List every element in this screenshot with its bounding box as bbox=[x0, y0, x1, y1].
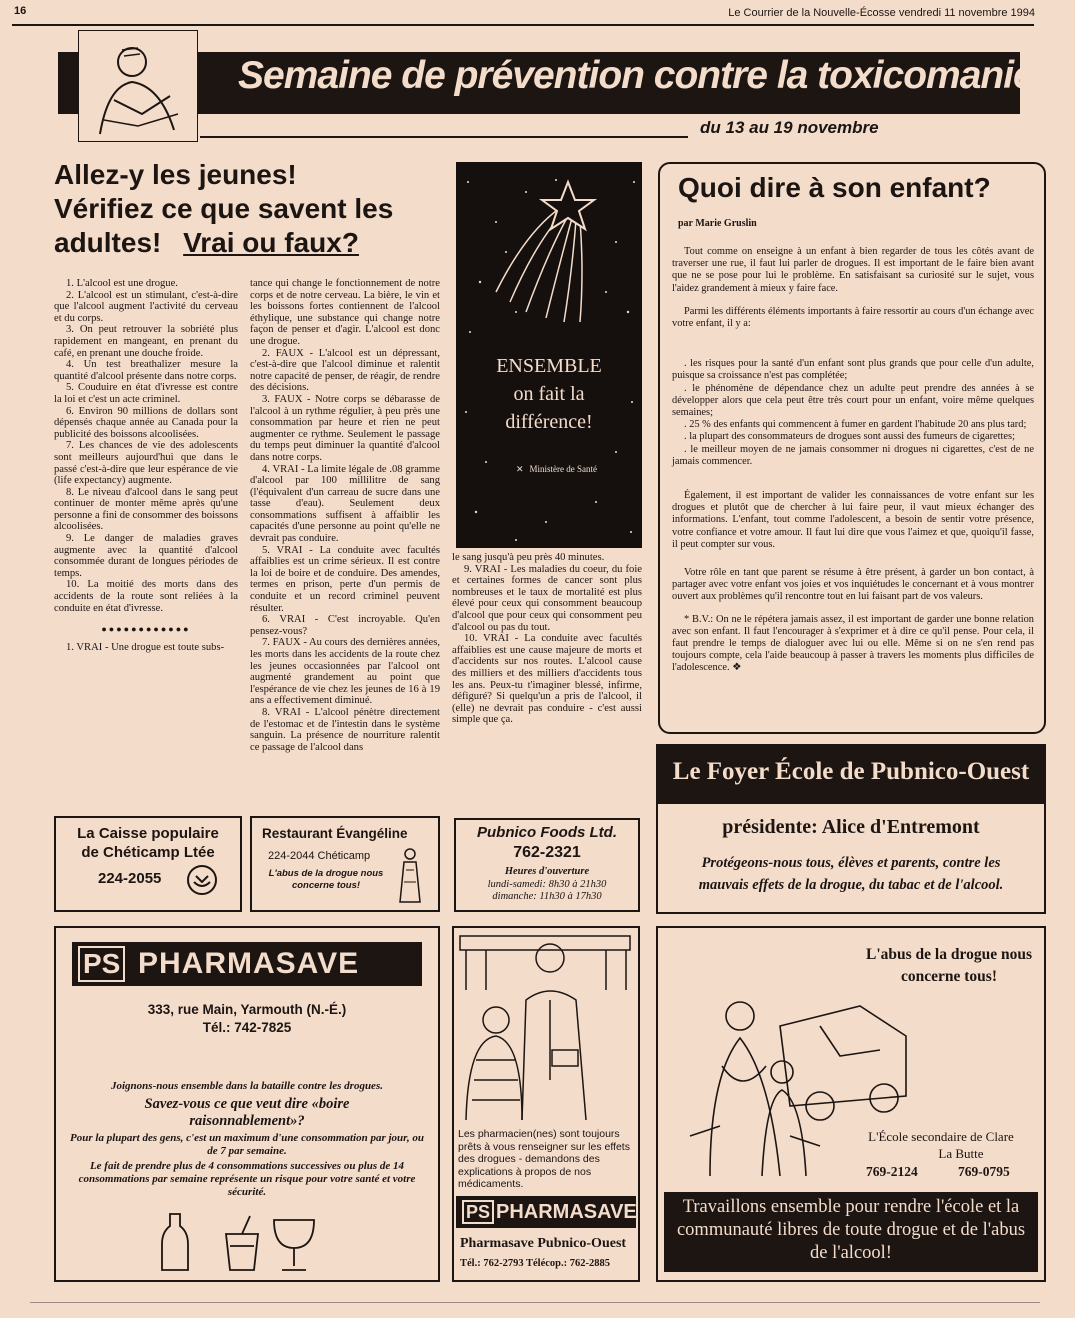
quiz-question: 3. On peut retrouver la sobriété plus rapidement en mangeant, en prenant du café, en prenant une douche froide. bbox=[54, 324, 238, 359]
pubnico-foods-hours-2: dimanche: 11h30 à 17h30 bbox=[492, 891, 602, 902]
quiz-question: 7. Les chances de vie des adolescents sont meilleurs aujourd'hui que dans le passé c'est-à-dire que leur espérance de vie (life expectancy) augmente. bbox=[54, 440, 238, 487]
banner-underline bbox=[200, 136, 688, 138]
poster-ministry bbox=[516, 464, 597, 475]
pharmasave-line2: Savez-vous ce que veut dire «boire raisonnablement»? bbox=[144, 1096, 350, 1129]
article-bullet: . le phénomène de dépendance chez un adulte peut prendre des années à se développer alors que cela peut être très court pour un enfant, voire même quelques semaines; bbox=[672, 382, 1034, 419]
ministry-logo-icon: ✕ bbox=[516, 464, 524, 474]
footer-rule bbox=[30, 1302, 1040, 1303]
pharmasave-line4: Le fait de prendre plus de 4 consommations successives ou plus de 14 consommations par semaine représente un risque pour votre santé et votre sécurité. bbox=[78, 1160, 416, 1198]
quiz-answer: 1. VRAI - Une drogue est toute subs- bbox=[66, 641, 225, 653]
pharmasave-line1: Joignons-nous ensemble dans la bataille contre les drogues. bbox=[111, 1080, 383, 1092]
quiz-column-2 bbox=[250, 278, 440, 753]
clare-phone-2: 769-0795 bbox=[958, 1164, 1010, 1179]
pharmasave-pubnico-text: Les pharmacien(nes) sont toujours prêts à vous renseigner sur les effets des drogues - demandons des explications à propos de nos médicaments. bbox=[458, 1128, 630, 1190]
pharmasave-pubnico-logo: PHARMASAVE bbox=[496, 1201, 637, 1223]
pubnico-foods-hours-1: lundi-samedi: 8h30 à 21h30 bbox=[487, 879, 607, 890]
article-bullet: . la plupart des consommateurs de drogues sont aussi des fumeurs de cigarettes; bbox=[684, 431, 1015, 443]
clare-bottom-text: Travaillons ensemble pour rendre l'école et la communauté libres de toute drogue et de l'abus de l'alcool! bbox=[676, 1197, 1026, 1263]
quiz-column-3 bbox=[452, 552, 642, 726]
header-rule bbox=[12, 24, 1034, 26]
article-bullet: . le meilleur moyen de ne jamais consommer ni drogues ni cigarettes, c'est de ne jamais commencer. bbox=[672, 443, 1034, 467]
article-paragraph: Parmi les différents éléments importants à faire ressortir au cours d'un échange avec votre enfant, il y a: bbox=[672, 305, 1034, 330]
quiz-answer: 9. VRAI - Les maladies du coeur, du foie et certaines formes de cancer sont plus nombreuses et le taux de mortalité est plus élevé pour ceux qui consomment beaucoup d'alcool que pour ceux qui consomment peu d'alcool ou pas du tout. bbox=[452, 563, 642, 633]
pharmasave-logo-text: PHARMASAVE bbox=[138, 947, 360, 980]
restaurant-slogan: L'abus de la drogue nous concerne tous! bbox=[268, 868, 384, 891]
quiz-headline-line3a: adultes! bbox=[54, 227, 162, 258]
article-byline: par Marie Gruslin bbox=[678, 218, 757, 229]
page-number: 16 bbox=[14, 5, 27, 17]
ensemble-poster bbox=[456, 162, 642, 548]
quiz-answer: 4. VRAI - La limite légale de .08 gramme d'alcool par 100 millilitre de sang (l'équivalent d'un carreau de sucre dans une tasse d'eau). Seulement deux consommations suffisent à affaiblir les capacités d'une personne au point qu'elle ne devrait pas conduire. bbox=[250, 463, 440, 545]
article-body bbox=[672, 246, 1034, 675]
caisse-phone: 224-2055 bbox=[98, 870, 162, 887]
masthead: Le Courrier de la Nouvelle-Écosse vendredi 11 novembre 1994 bbox=[728, 7, 1035, 19]
quiz-answer: 10. VRAI - La conduite avec facultés affaiblies est une cause majeure de morts et d'accidents sur nos routes. L'alcool cause des milliers et des milliers d'accidents tous les ans. Peux-tu t'imaginer blessé, infirme, défiguré? Si quelqu'un a pris de l'alcool, il (elle) ne devrait pas conduire - c'est aussi simple que ça. bbox=[452, 633, 642, 726]
quiz-answer: 2. FAUX - L'alcool est un dépressant, c'est-à-dire que l'alcool diminue et ralentit notre capacité de penser, de réagir, de rendre des décisions. bbox=[250, 347, 440, 394]
evangeline-figure-icon bbox=[396, 846, 424, 904]
pharmasave-pubnico-name: Pharmasave Pubnico-Ouest bbox=[460, 1236, 627, 1251]
pharmacist-illustration bbox=[456, 930, 636, 1126]
quiz-question: 6. Environ 90 millions de dollars sont dépensés chaque année au Canada pour la publicité des boissons alcoolisées. bbox=[54, 405, 238, 440]
article-paragraph: Votre rôle en tant que parent se résume à être présent, à garder un bon contact, à partager avec votre enfant vos joies et vos inquiétudes le concernant et à vous montrer ouvert aux problèmes qu'il rencontre tout en lui faisant part de vos valeurs. bbox=[672, 567, 1034, 603]
quiz-question: 4. Un test breathalizer mesure la quantité d'alcool présente dans notre corps. bbox=[54, 359, 238, 382]
quiz-answer: 8. VRAI - L'alcool pénètre directement de l'estomac et de l'intestin dans le système sanguin. La présence de nourriture ralentit ce passage de l'alcool dans bbox=[250, 706, 440, 753]
poster-line3: différence! bbox=[505, 411, 593, 433]
pharmasave-line3: Pour la plupart des gens, c'est un maximum d'une consommation par jour, ou de 7 par semaine. bbox=[70, 1132, 424, 1157]
quiz-question: 10. La moitié des morts dans des accidents de la route sont reliées à la conduite en état d'ivresse. bbox=[54, 579, 238, 614]
foyer-slogan: Protégeons-nous tous, élèves et parents, contre les mauvais effets de la drogue, du tabac et de l'alcool. bbox=[698, 855, 1004, 893]
quiz-headline bbox=[54, 158, 454, 260]
article-paragraph: Également, il est important de valider les connaissances de votre enfant sur les drogues et plutôt que de chercher à lui faire peur, il vaut mieux échanger des informations. L'enfant, tout comme l'adolescent, a besoin de sentir votre présence, votre confiance et votre amour. Il faut lui dire que vous l'aimez et que, quoiqu'il fasse, il peut compter sur vous. bbox=[672, 490, 1034, 550]
poster-line2: on fait la bbox=[513, 383, 585, 405]
ministry-label: Ministère de Santé bbox=[529, 464, 598, 474]
pubnico-foods-hours-title: Heures d'ouverture bbox=[504, 866, 590, 877]
quiz-column-1 bbox=[54, 278, 238, 653]
quiz-headline-line2: Vérifiez ce que savent les bbox=[54, 193, 394, 224]
clare-school: L'École secondaire de Clare bbox=[868, 1129, 1014, 1144]
article-bullet: . les risques pour la santé d'un enfant sont plus grands que pour celle d'un adulte, puisque sa croissance n'est pas complétée; bbox=[672, 358, 1034, 382]
pharmasave-phone: Tél.: 742-7825 bbox=[202, 1020, 292, 1035]
pharmasave-pubnico-phones: Tél.: 762-2793 Télécop.: 762-2885 bbox=[460, 1258, 610, 1269]
quiz-answer: 3. FAUX - Notre corps se débarasse de l'alcool à un rythme régulier, à peu près une consommation par heure et rien ne peut augmenter ce rythme. Seulement le passage du temps peut diminuer la quantité d'alcool dans notre corps. bbox=[250, 393, 440, 463]
article-bullet: . 25 % des enfants qui commencent à fumer en gardent l'habitude 20 ans plus tard; bbox=[684, 419, 1027, 431]
quiz-headline-line3b: Vrai ou faux? bbox=[183, 227, 359, 258]
restaurant-name: Restaurant Évangéline bbox=[262, 826, 408, 841]
clare-place: La Butte bbox=[938, 1146, 984, 1161]
restaurant-phone: 224-2044 Chéticamp bbox=[268, 850, 371, 862]
pharmasave-address: 333, rue Main, Yarmouth (N.-É.) bbox=[147, 1002, 347, 1017]
clare-slogan: L'abus de la drogue nous concerne tous! bbox=[866, 946, 1032, 985]
quiz-answer: tance qui change le fonctionnement de notre corps et de notre cerveau. La bière, le vin et les boissons fortes contiennent de l'alcool éthylique, une substance qui change notre façon de penser et d'agir. L'alcool est donc une drogue. bbox=[250, 278, 440, 347]
quiz-question: 2. L'alcool est un stimulant, c'est-à-dire que l'alcool augment l'activité du cerveau et du corps. bbox=[54, 289, 238, 324]
quiz-question: 9. Le danger de maladies graves augmente avec la quantité d'alcool consommée durant de longues périodes de temps. bbox=[54, 533, 238, 579]
caisse-line1: La Caisse populaire bbox=[77, 825, 219, 842]
quiz-answer: 6. VRAI - C'est incroyable. Qu'en pensez-vous? bbox=[250, 614, 440, 637]
ps-logo-icon: PS bbox=[462, 1200, 494, 1224]
banner-dates: du 13 au 19 novembre bbox=[700, 118, 879, 137]
quiz-headline-line1: Allez-y les jeunes! bbox=[54, 159, 297, 190]
article-paragraph: Tout comme on enseigne à un enfant à bien regarder de tous les côtés avant de traverser une rue, il faut lui parler de drogues. Il est important de le faire bien avant que ne se pose pour lui le problème. En satisfaisant sa curiosité sur le sujet, vous l'aidez grandement à mieux y faire face. bbox=[672, 246, 1034, 294]
quiz-question: 8. Le niveau d'alcool dans le sang peut continuer de monter même après qu'une personne a fini de consommer des boissons alcoolisées. bbox=[54, 486, 238, 533]
pubnico-foods-name: Pubnico Foods Ltd. bbox=[477, 824, 617, 841]
quiz-answer: le sang jusqu'à peu près 40 minutes. bbox=[452, 552, 605, 563]
clare-phone-1: 769-2124 bbox=[866, 1164, 918, 1179]
caisse-line2: de Chéticamp Ltée bbox=[81, 844, 215, 861]
article-paragraph: * B.V.: On ne le répétera jamais assez, il est important de garder une bonne relation avec son enfant. Il faut l'encourager à s'exprimer et à dire ce qu'il pense. Pour cela, il faut prendre le temps de dialoguer avec lui ou elle. Même si on ne s'en rend pas toujours compte, cela l'aide beaucoup à passer à travers les moments plus difficiles de l'adolescence. ❖ bbox=[672, 613, 1034, 674]
ps-logo-icon: PS bbox=[78, 946, 125, 982]
article-title: Quoi dire à son enfant? bbox=[678, 172, 991, 203]
foyer-president: présidente: Alice d'Entremont bbox=[722, 816, 980, 838]
caisse-logo-icon bbox=[186, 864, 218, 896]
quiz-question: 5. Couduire en état d'ivresse est contre la loi et c'est un acte criminel. bbox=[54, 382, 238, 405]
pubnico-foods-phone: 762-2321 bbox=[513, 844, 581, 861]
quiz-question: 1. L'alcool est une drogue. bbox=[66, 278, 178, 289]
drinks-illustration bbox=[150, 1204, 350, 1274]
quiz-answer: 7. FAUX - Au cours des dernières années, les morts dans les accidents de la route chez les jeunes occasionnées par l'alcool ont augmenté grandement au point que l'espérance de vie chez les jeunes de 16 à 19 ans a effectivement diminué. bbox=[250, 637, 440, 707]
worker-illustration bbox=[78, 30, 198, 142]
poster-line1: ENSEMBLE bbox=[496, 355, 602, 377]
quiz-answer: 5. VRAI - La conduite avec facultés affaiblies est un crime sérieux. Il est contre la loi de boire et de conduire. Des amendes, termes en prison, perte d'un permis de conduite et un record criminel peuvent résulter. bbox=[250, 544, 440, 614]
foyer-title: Le Foyer École de Pubnico-Ouest bbox=[672, 758, 1030, 785]
banner-title: Semaine de prévention contre la toxicomanie bbox=[238, 54, 1034, 97]
dot-separator: ●●●●●●●●●●●● bbox=[101, 624, 191, 635]
